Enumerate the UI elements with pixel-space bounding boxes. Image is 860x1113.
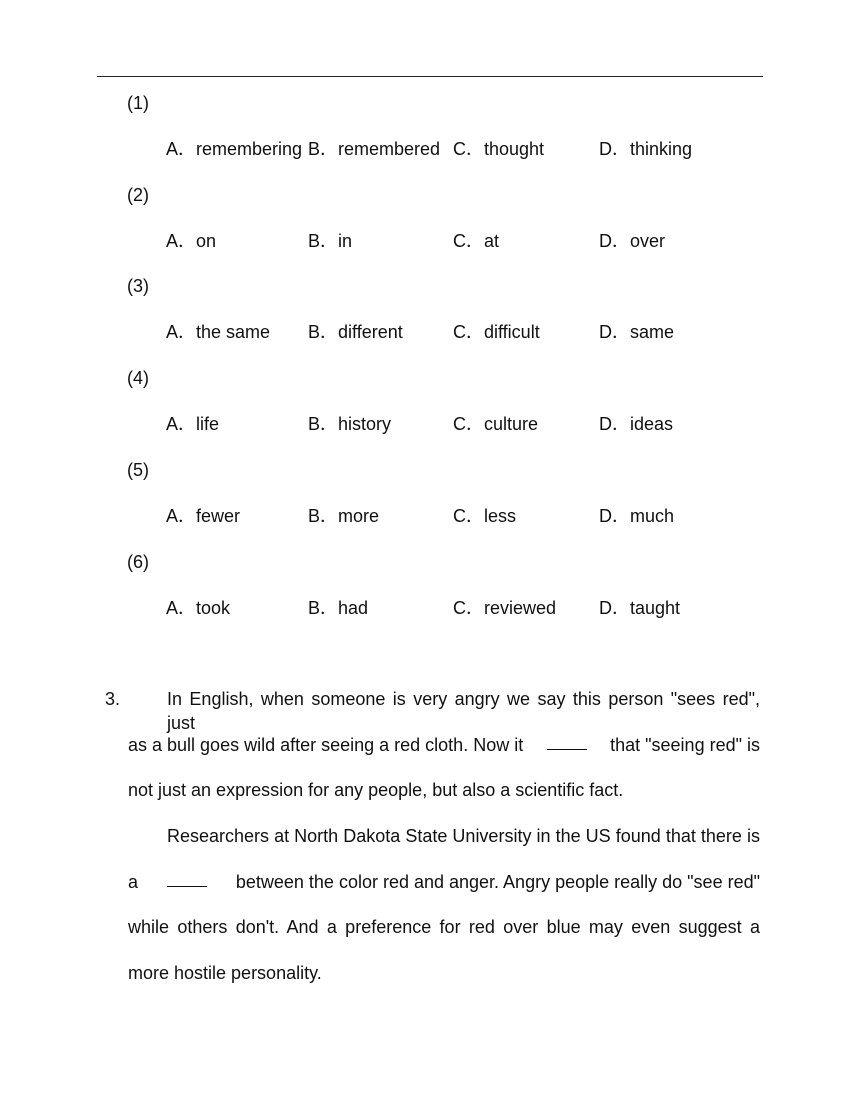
option-text: same (630, 322, 675, 342)
answer-option[interactable] (308, 229, 352, 253)
answer-option[interactable] (308, 137, 440, 161)
text-segment: as a bull goes wild after seeing a red cloth. Now it (128, 735, 524, 755)
option-text: different (338, 322, 403, 342)
answer-option[interactable] (166, 504, 240, 528)
option-text: culture (484, 414, 539, 434)
answer-option[interactable] (166, 137, 302, 161)
option-text: took (196, 598, 231, 618)
option-letter: D． (599, 598, 630, 618)
option-letter: C． (453, 231, 484, 251)
option-letter: B． (308, 139, 339, 159)
answer-option[interactable] (308, 504, 379, 528)
option-letter: D． (599, 506, 630, 526)
option-text: over (630, 231, 666, 251)
option-text: ideas (630, 414, 674, 434)
question-number: (4) (127, 368, 149, 388)
answer-option[interactable] (453, 137, 544, 161)
answer-option[interactable] (308, 596, 368, 620)
paragraph-2-line-3: while others don't. And a preference for red over blue may even suggest a (128, 917, 760, 937)
answer-option[interactable] (599, 320, 674, 344)
option-text: remembering (196, 139, 303, 159)
option-letter: B． (308, 414, 339, 434)
option-text: fewer (196, 506, 241, 526)
answer-option[interactable] (453, 320, 540, 344)
option-letter: C． (453, 506, 484, 526)
option-text: life (196, 414, 220, 434)
item-number: 3. (105, 689, 121, 709)
option-letter: A． (166, 414, 197, 434)
option-letter: A． (166, 322, 197, 342)
answer-option[interactable] (166, 412, 219, 436)
option-text: taught (630, 598, 681, 618)
option-text: the same (196, 322, 271, 342)
answer-option[interactable] (166, 320, 270, 344)
option-letter: B． (308, 322, 339, 342)
question-number: (2) (127, 185, 149, 205)
option-letter: A． (166, 231, 197, 251)
answer-option[interactable] (599, 229, 665, 253)
option-text: much (630, 506, 675, 526)
answer-option[interactable] (308, 320, 403, 344)
option-text: on (196, 231, 217, 251)
answer-blank (547, 733, 587, 750)
option-text: thought (484, 139, 545, 159)
option-letter: B． (308, 231, 339, 251)
text-segment: a (128, 872, 139, 892)
paragraph-1-line-2 (128, 733, 760, 757)
option-text: remembered (338, 139, 441, 159)
answer-blank (167, 870, 207, 887)
header-rule (97, 76, 763, 77)
option-letter: A． (166, 506, 197, 526)
question-number: (3) (127, 276, 149, 296)
question-number: (5) (127, 460, 149, 480)
answer-option[interactable] (166, 596, 230, 620)
answer-option[interactable] (453, 596, 556, 620)
option-text: thinking (630, 139, 693, 159)
option-text: reviewed (484, 598, 557, 618)
option-letter: B． (308, 506, 339, 526)
answer-option[interactable] (453, 412, 538, 436)
question-number: (6) (127, 552, 149, 572)
option-letter: C． (453, 414, 484, 434)
option-text: less (484, 506, 517, 526)
answer-option[interactable] (453, 229, 499, 253)
option-letter: C． (453, 139, 484, 159)
option-letter: D． (599, 139, 630, 159)
option-text: more (338, 506, 380, 526)
option-text: at (484, 231, 500, 251)
option-letter: D． (599, 231, 630, 251)
option-letter: D． (599, 322, 630, 342)
text-segment: between the color red and anger. Angry people really do "see red" (235, 872, 760, 892)
answer-option[interactable] (599, 137, 692, 161)
option-text: had (338, 598, 369, 618)
answer-option[interactable] (453, 504, 516, 528)
answer-option[interactable] (599, 412, 673, 436)
paragraph-2-line-4: more hostile personality. (128, 963, 322, 983)
paragraph-1-line-3: not just an expression for any people, but also a scientific fact. (128, 780, 624, 800)
option-letter: D． (599, 414, 630, 434)
paragraph-1-line-1: In English, when someone is very angry we say this person "sees red", just (167, 689, 760, 733)
text-segment: that "seeing red" is (610, 735, 760, 755)
option-letter: C． (453, 598, 484, 618)
question-number: (1) (127, 93, 149, 113)
answer-option[interactable] (308, 412, 391, 436)
option-text: history (338, 414, 392, 434)
answer-option[interactable] (599, 596, 680, 620)
answer-option[interactable] (166, 229, 216, 253)
option-text: difficult (484, 322, 540, 342)
option-letter: C． (453, 322, 484, 342)
option-text: in (338, 231, 353, 251)
option-letter: A． (166, 598, 197, 618)
paragraph-2-line-1: Researchers at North Dakota State University in the US found that there is (167, 826, 760, 846)
paragraph-2-line-2 (128, 870, 760, 894)
option-letter: A． (166, 139, 197, 159)
option-letter: B． (308, 598, 339, 618)
answer-option[interactable] (599, 504, 674, 528)
